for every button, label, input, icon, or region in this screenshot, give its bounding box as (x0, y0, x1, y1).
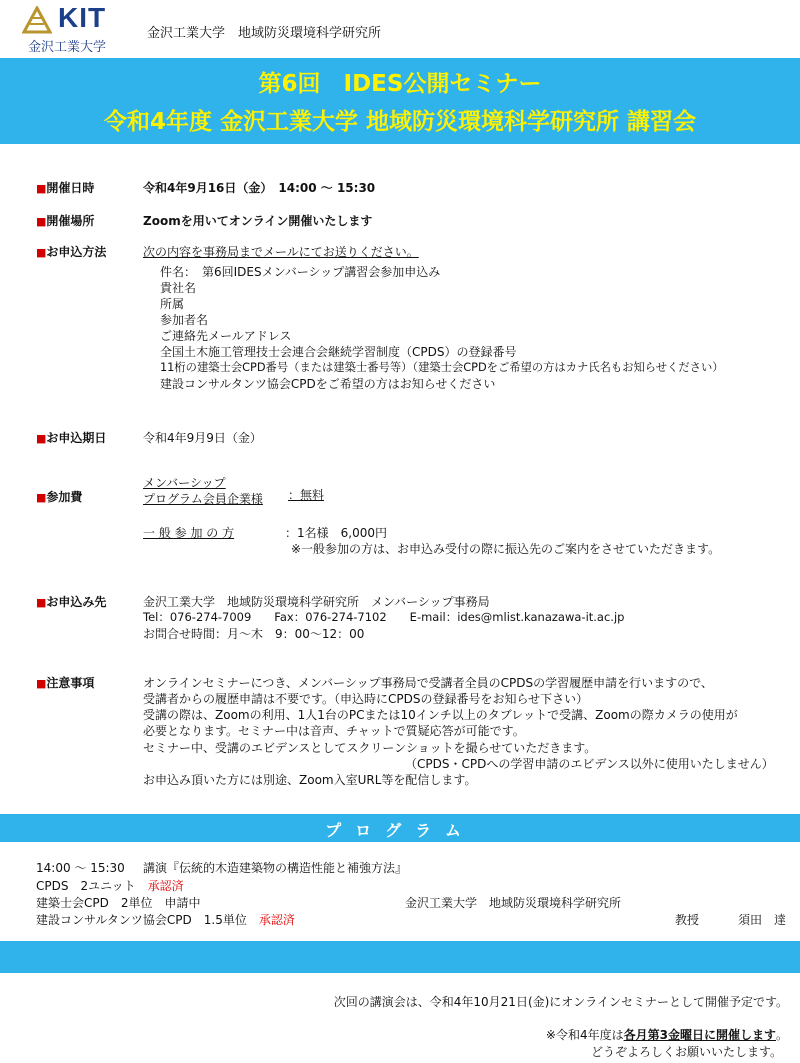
fee-general-value: ：1名様 6,000円 (285, 526, 387, 540)
banner-title-line2: 令和4年度 金沢工業大学 地域防災環境科学研究所 講習会 (103, 109, 697, 135)
bullet-icon: ■ (36, 215, 47, 228)
next-seminar-note: 次回の講演会は、令和4年10月21日(金)にオンラインセミナーとして開催予定です。 (333, 995, 788, 1009)
closing-note: どうぞよろしくお願いいたします。 (590, 1045, 782, 1059)
apply-item: ご連絡先メールアドレス (160, 329, 292, 343)
apply-intro: 次の内容を事務局までメールにてお送りください。 (143, 245, 419, 259)
notes-label: ■注意事項 (36, 676, 95, 690)
program-consul: 建設コンサルタンツ協会CPD 1.5単位 承認済 (36, 913, 295, 927)
bullet-icon: ■ (36, 596, 47, 609)
bullet-icon: ■ (36, 246, 47, 259)
deadline-label: ■お申込期日 (36, 431, 107, 445)
date-label: ■開催日時 (36, 181, 95, 195)
program-cpds: CPDS 2ユニット 承認済 (36, 879, 184, 893)
apply-item: 全国土木施工管理技士会連合会継続学習制度（CPDS）の登録番号 (160, 345, 517, 359)
banner-title-line1: 第6回 IDES公開セミナー (258, 71, 542, 97)
notes-line: セミナー中、受講のエビデンスとしてスクリーンショットを撮らせていただきます。 (143, 741, 597, 755)
notes-line: 必要となります。セミナー中は音声、チャットで質疑応答が可能です。 (143, 724, 525, 738)
bullet-icon: ■ (36, 182, 47, 195)
notes-line: オンラインセミナーにつき、メンバーシップ事務局で受講者全員のCPDSの学習履歴申請を行いますので、 (143, 676, 713, 690)
bullet-icon: ■ (36, 677, 47, 690)
apply-item: 建設コンサルタンツ協会CPDをご希望の方はお知らせください (160, 377, 496, 391)
fee-general-label: 一 般 参 加 の 方 (143, 526, 235, 540)
speaker-name: 須田 達 (738, 913, 787, 927)
speaker-org: 金沢工業大学 地域防災環境科学研究所 (405, 896, 622, 910)
header-institute: 金沢工業大学 地域防災環境科学研究所 (147, 26, 382, 41)
date-value: 令和4年9月16日（金） 14:00 ～ 15:30 (143, 181, 376, 195)
speaker-title: 教授 (675, 913, 700, 927)
apply-item: 貴社名 (160, 281, 197, 295)
contact-label: ■お申込み先 (36, 595, 107, 609)
bullet-icon: ■ (36, 432, 47, 445)
cpds-status: 承認済 (147, 879, 184, 893)
notes-line: 受講の際は、Zoomの利用、1人1台のPCまたは10インチ以上のタブレットで受講、Zoomの際カメラの使用が (143, 708, 738, 722)
contact-line1: 金沢工業大学 地域防災環境科学研究所 メンバーシップ事務局 (143, 595, 490, 609)
bullet-icon: ■ (36, 491, 47, 504)
contact-line2: Tel：076-274-7009 Fax：076-274-7102 E-mail：ides@mlist.kanazawa-it.ac.jp (143, 610, 625, 624)
contact-line3: お問合せ時間：月～木 9：00～12：00 (143, 627, 365, 641)
program-time: 14:00 ～ 15:30 (36, 861, 125, 875)
schedule-note: ※令和4年度は各月第3金曜日に開催します。 (545, 1028, 788, 1042)
logo-subtitle: 金沢工業大学 (28, 40, 107, 55)
apply-item: 件名： 第6回IDESメンバーシップ講習会参加申込み (160, 265, 441, 279)
apply-item: 11桁の建築士会CPD番号（または建築士番号等）（建築士会CPDをご希望の方はカナ氏名もお知らせください） (160, 361, 724, 374)
fee-member-value: ：無料 (288, 488, 325, 502)
venue-value: Zoomを用いてオンライン開催いたします (143, 214, 373, 228)
apply-item: 所属 (160, 297, 185, 311)
fee-member-line2: プログラム会員企業様 (143, 492, 263, 506)
notes-line: （CPDS・CPDへの学習申請のエビデンス以外に使用いたしません） (405, 757, 774, 771)
bottom-banner (0, 941, 800, 973)
apply-item: 参加者名 (160, 313, 209, 327)
consul-status: 承認済 (258, 913, 295, 927)
apply-label: ■お申込方法 (36, 245, 107, 259)
fee-label: ■参加費 (36, 490, 83, 504)
venue-label: ■開催場所 (36, 214, 95, 228)
notes-line: お申込み頂いた方には別途、Zoom入室URL等を配信します。 (143, 773, 477, 787)
program-arch: 建築士会CPD 2単位 申請中 (36, 896, 201, 910)
logo-text: KIT (58, 2, 107, 33)
notes-line: 受講者からの履歴申請は不要です。（申込時にCPDSの登録番号をお知らせ下さい） (143, 692, 589, 706)
program-lecture: 講演『伝統的木造建築物の構造性能と補強方法』 (143, 861, 408, 875)
fee-member-line1: メンバーシップ (143, 476, 226, 490)
deadline-value: 令和4年9月9日（金） (143, 431, 262, 445)
schedule-emphasis: 各月第3金曜日に開催します (623, 1028, 776, 1042)
fee-general-note: ※一般参加の方は、お申込み受付の際に振込先のご案内をさせていただきます。 (291, 542, 721, 556)
program-title: プログラム (325, 821, 475, 840)
kit-emblem-icon (22, 6, 52, 34)
